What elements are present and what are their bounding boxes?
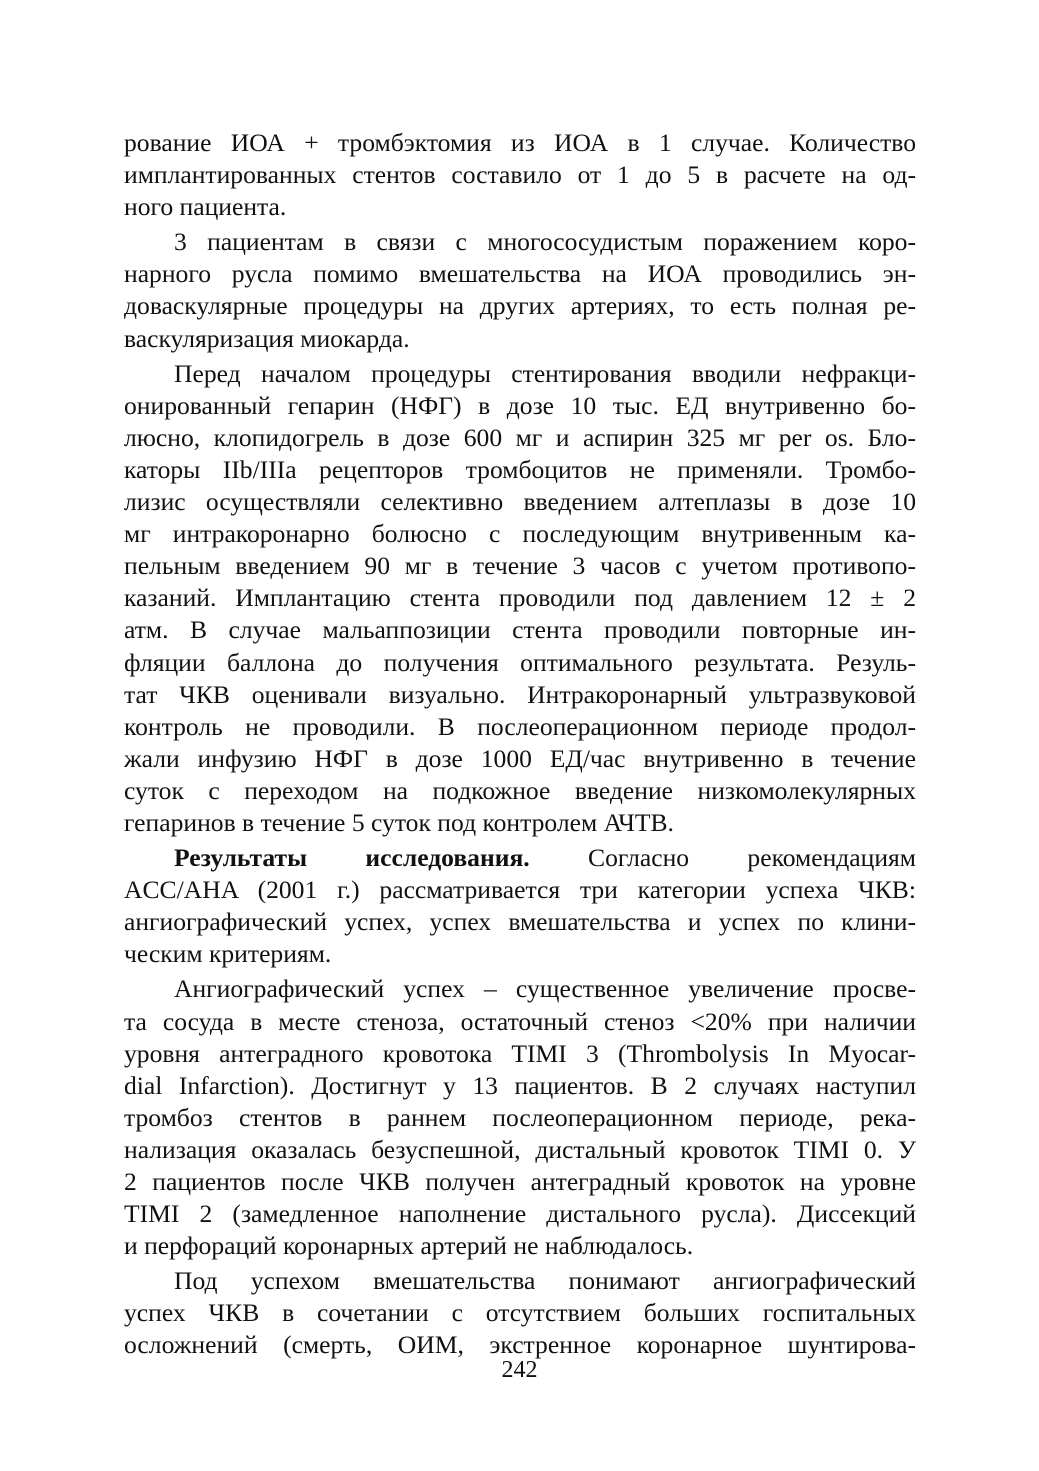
paragraph-line: dial Infarction). Достигнут у 13 пациентов. В 2 случаях наступил xyxy=(124,1070,916,1100)
body-text xyxy=(124,127,916,1362)
paragraph-line: нализация оказалась безуспешной, дистальный кровоток TIMI 0. У xyxy=(124,1134,916,1164)
paragraph-line: атм. В случае мальаппозиции стента проводили повторные ин- xyxy=(124,615,916,645)
paragraph-line: тат ЧКВ оценивали визуально. Интракоронарный ультразвуковой xyxy=(124,679,916,709)
paragraph-line: казаний. Имплантацию стента проводили под давлением 12 ± 2 xyxy=(124,583,916,613)
paragraph-line: суток с переходом на подкожное введение низкомолекулярных xyxy=(124,775,916,805)
paragraph-p4 xyxy=(124,842,916,970)
paragraph-line xyxy=(124,842,916,874)
heading-line-rest: Согласно рекомендациям xyxy=(588,843,917,873)
paragraph-p6 xyxy=(124,1265,916,1361)
paragraph-line: ангиографический успех, успех вмешательства и успех по клини- xyxy=(124,907,916,937)
paragraph-line: тромбоз стентов в раннем послеоперационном периоде, река- xyxy=(124,1102,916,1132)
paragraph-line: каторы IIb/IIIa рецепторов тромбоцитов не применяли. Тромбо- xyxy=(124,454,916,484)
paragraph-line: осложнений (смерть, ОИМ, экстренное коронарное шунтирова- xyxy=(124,1330,916,1360)
paragraph-line: 3 пациентам в связи с многососудистым поражением коро- xyxy=(174,227,916,257)
paragraph-line: рование ИОА + тромбэктомия из ИОА в 1 случае. Количество xyxy=(124,128,916,157)
paragraph-line: Ангиографический успех – существенное увеличение просве- xyxy=(174,974,916,1004)
paragraph-line: ного пациента. xyxy=(124,192,287,222)
paragraph-line: фляции баллона до получения оптимального результата. Резуль- xyxy=(124,647,916,677)
paragraph-line: контроль не проводили. В послеоперационном периоде продол- xyxy=(124,711,916,741)
paragraph-p1 xyxy=(124,127,916,223)
paragraph-line: ACC/AHA (2001 г.) рассматривается три категории успеха ЧКВ: xyxy=(124,875,916,905)
paragraph-line: гепаринов в течение 5 суток под контролем АЧТВ. xyxy=(124,807,674,837)
paragraph-line: жали инфузию НФГ в дозе 1000 ЕД/час внутривенно в течение xyxy=(124,743,916,773)
paragraph-line: и перфораций коронарных артерий не наблюдалось. xyxy=(124,1231,694,1261)
paragraph-p5 xyxy=(124,973,916,1262)
paragraph-p2 xyxy=(124,226,916,354)
paragraph-line: имплантированных стентов составило от 1 до 5 в расчете на од- xyxy=(124,160,916,190)
paragraph-line: лизис осуществляли селективно введением алтеплазы в дозе 10 xyxy=(124,487,916,517)
paragraph-line: онированный гепарин (НФГ) в дозе 10 тыс. ЕД внутривенно бо- xyxy=(124,390,916,420)
paragraph-line: та сосуда в месте стеноза, остаточный стеноз <20% при наличии xyxy=(124,1006,916,1036)
paragraph-line: Перед началом процедуры стентирования вводили нефракци- xyxy=(174,358,916,388)
paragraph-line: уровня антеградного кровотока TIMI 3 (Thrombolysis In Myocar- xyxy=(124,1038,916,1068)
paragraph-line: TIMI 2 (замедленное наполнение дистального русла). Диссекций xyxy=(124,1199,916,1229)
paragraph-line: 2 пациентов после ЧКВ получен антеградный кровоток на уровне xyxy=(124,1167,916,1196)
paragraph-line: успех ЧКВ в сочетании с отсутствием больших госпитальных xyxy=(124,1298,916,1328)
paragraph-line: Под успехом вмешательства понимают ангиографический xyxy=(174,1266,916,1296)
paragraph-line: пельным введением 90 мг в течение 3 часов с учетом противопо- xyxy=(124,551,916,581)
paragraph-line: мг интракоронарно болюсно с последующим внутривенным ка- xyxy=(124,519,916,549)
section-heading: Результаты исследования. xyxy=(174,843,530,873)
paragraph-line: доваскулярные процедуры на других артериях, то есть полная ре- xyxy=(124,291,916,321)
paragraph-p3 xyxy=(124,358,916,839)
paragraph-line: васкуляризация миокарда. xyxy=(124,323,410,353)
paragraph-line: ческим критериям. xyxy=(124,939,332,969)
paragraph-line: люсно, клопидогрель в дозе 600 мг и аспирин 325 мг per os. Бло- xyxy=(124,422,916,452)
paragraph-line: нарного русла помимо вмешательства на ИОА проводились эн- xyxy=(124,259,916,289)
page-number: 242 xyxy=(501,1357,538,1383)
